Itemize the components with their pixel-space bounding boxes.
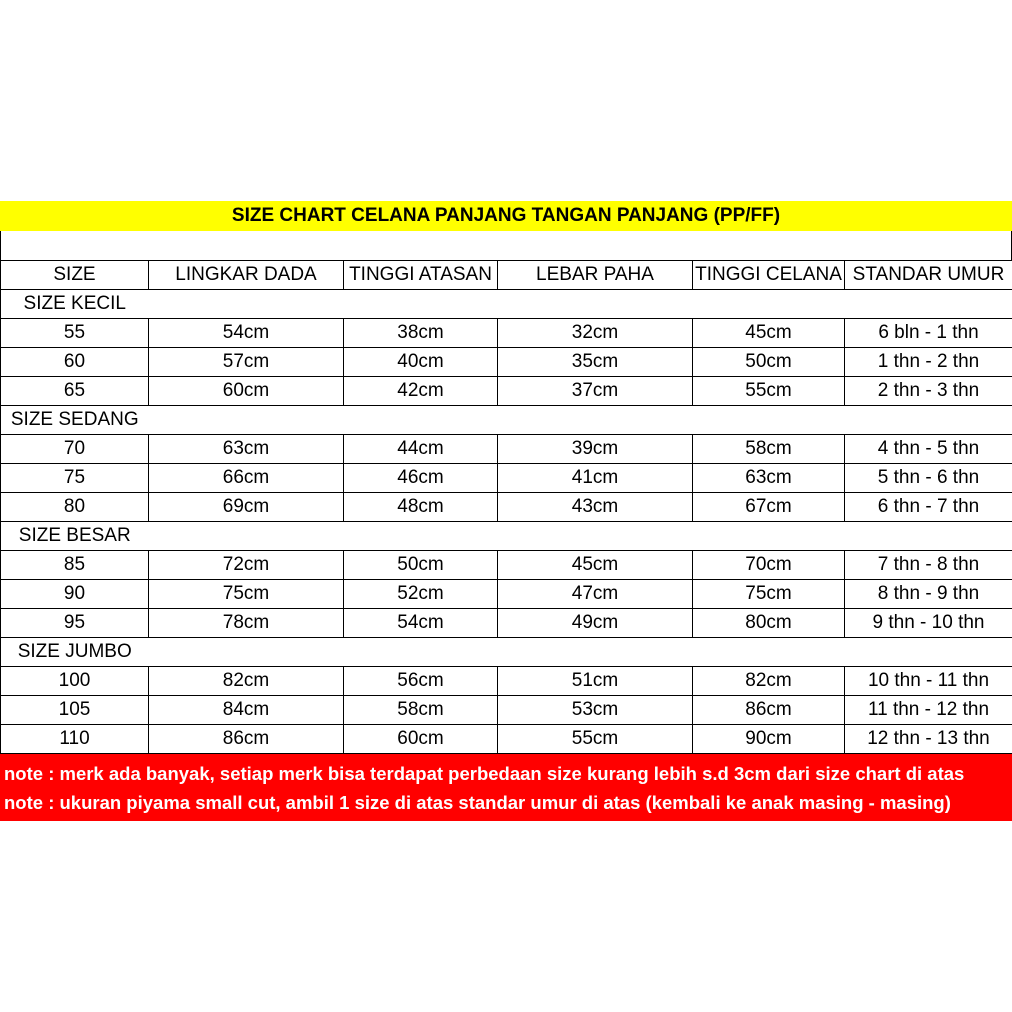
cell-tinggi-celana: 55cm xyxy=(693,377,845,406)
table-row xyxy=(1,551,1012,580)
cell-lebar-paha: 35cm xyxy=(498,348,693,377)
cell-tinggi-celana: 58cm xyxy=(693,435,845,464)
cell-lingkar-dada: 57cm xyxy=(149,348,344,377)
cell-standar-umur: 6 bln - 1 thn xyxy=(845,319,1012,348)
cell-standar-umur: 7 thn - 8 thn xyxy=(845,551,1012,580)
cell-lingkar-dada: 54cm xyxy=(149,319,344,348)
size-chart-sheet xyxy=(0,201,1012,821)
table-body xyxy=(1,290,1012,754)
cell-lingkar-dada: 82cm xyxy=(149,667,344,696)
chart-title: SIZE CHART CELANA PANJANG TANGAN PANJANG (PP/FF) xyxy=(0,201,1012,231)
cell-lebar-paha: 53cm xyxy=(498,696,693,725)
cell-lebar-paha: 55cm xyxy=(498,725,693,754)
table-row xyxy=(1,667,1012,696)
cell-standar-umur: 9 thn - 10 thn xyxy=(845,609,1012,638)
cell-tinggi-celana: 67cm xyxy=(693,493,845,522)
cell-standar-umur: 12 thn - 13 thn xyxy=(845,725,1012,754)
cell-tinggi-atasan: 50cm xyxy=(344,551,498,580)
cell-lebar-paha: 51cm xyxy=(498,667,693,696)
cell-tinggi-atasan: 48cm xyxy=(344,493,498,522)
cell-tinggi-celana: 45cm xyxy=(693,319,845,348)
cell-lingkar-dada: 66cm xyxy=(149,464,344,493)
table-row xyxy=(1,435,1012,464)
cell-tinggi-atasan: 54cm xyxy=(344,609,498,638)
cell-size: 100 xyxy=(1,667,149,696)
cell-standar-umur: 10 thn - 11 thn xyxy=(845,667,1012,696)
header-tinggi-atasan: TINGGI ATASAN xyxy=(344,261,498,290)
cell-size: 75 xyxy=(1,464,149,493)
cell-tinggi-atasan: 56cm xyxy=(344,667,498,696)
cell-lebar-paha: 47cm xyxy=(498,580,693,609)
table-row xyxy=(1,464,1012,493)
group-row xyxy=(1,638,1012,667)
group-label: SIZE BESAR xyxy=(1,522,149,551)
cell-size: 55 xyxy=(1,319,149,348)
group-label: SIZE KECIL xyxy=(1,290,149,319)
cell-tinggi-atasan: 44cm xyxy=(344,435,498,464)
cell-size: 105 xyxy=(1,696,149,725)
cell-tinggi-atasan: 60cm xyxy=(344,725,498,754)
note-line: note : merk ada banyak, setiap merk bisa terdapat perbedaan size kurang lebih s.d 3cm dari size chart di atas xyxy=(4,763,965,784)
cell-lebar-paha: 41cm xyxy=(498,464,693,493)
cell-standar-umur: 8 thn - 9 thn xyxy=(845,580,1012,609)
cell-size: 95 xyxy=(1,609,149,638)
group-row xyxy=(1,290,1012,319)
cell-standar-umur: 4 thn - 5 thn xyxy=(845,435,1012,464)
cell-lebar-paha: 37cm xyxy=(498,377,693,406)
cell-lebar-paha: 43cm xyxy=(498,493,693,522)
group-fill xyxy=(149,638,1012,667)
cell-tinggi-celana: 75cm xyxy=(693,580,845,609)
cell-standar-umur: 2 thn - 3 thn xyxy=(845,377,1012,406)
table-row xyxy=(1,493,1012,522)
cell-standar-umur: 5 thn - 6 thn xyxy=(845,464,1012,493)
cell-tinggi-celana: 50cm xyxy=(693,348,845,377)
cell-size: 65 xyxy=(1,377,149,406)
cell-standar-umur: 6 thn - 7 thn xyxy=(845,493,1012,522)
cell-lingkar-dada: 75cm xyxy=(149,580,344,609)
cell-lingkar-dada: 72cm xyxy=(149,551,344,580)
cell-standar-umur: 11 thn - 12 thn xyxy=(845,696,1012,725)
group-label: SIZE JUMBO xyxy=(1,638,149,667)
cell-tinggi-atasan: 42cm xyxy=(344,377,498,406)
cell-lingkar-dada: 78cm xyxy=(149,609,344,638)
cell-size: 90 xyxy=(1,580,149,609)
table-row xyxy=(1,696,1012,725)
table-row xyxy=(1,348,1012,377)
cell-tinggi-celana: 90cm xyxy=(693,725,845,754)
blank-row xyxy=(0,231,1012,260)
cell-tinggi-atasan: 38cm xyxy=(344,319,498,348)
group-fill xyxy=(149,290,1012,319)
note-line: note : ukuran piyama small cut, ambil 1 size di atas standar umur di atas (kembali ke anak masing - masing) xyxy=(4,792,951,813)
group-label: SIZE SEDANG xyxy=(1,406,149,435)
cell-standar-umur: 1 thn - 2 thn xyxy=(845,348,1012,377)
group-fill xyxy=(149,522,1012,551)
notes-box xyxy=(0,754,1012,821)
table-row xyxy=(1,319,1012,348)
header-tinggi-celana: TINGGI CELANA xyxy=(693,261,845,290)
cell-tinggi-celana: 86cm xyxy=(693,696,845,725)
cell-lebar-paha: 45cm xyxy=(498,551,693,580)
cell-lingkar-dada: 86cm xyxy=(149,725,344,754)
size-table xyxy=(0,260,1012,754)
cell-lebar-paha: 39cm xyxy=(498,435,693,464)
cell-lebar-paha: 49cm xyxy=(498,609,693,638)
cell-size: 60 xyxy=(1,348,149,377)
cell-size: 85 xyxy=(1,551,149,580)
header-row xyxy=(1,261,1012,290)
header-lingkar-dada: LINGKAR DADA xyxy=(149,261,344,290)
cell-tinggi-celana: 82cm xyxy=(693,667,845,696)
cell-tinggi-atasan: 58cm xyxy=(344,696,498,725)
cell-lebar-paha: 32cm xyxy=(498,319,693,348)
group-fill xyxy=(149,406,1012,435)
cell-tinggi-atasan: 40cm xyxy=(344,348,498,377)
table-row xyxy=(1,725,1012,754)
cell-tinggi-atasan: 46cm xyxy=(344,464,498,493)
group-row xyxy=(1,406,1012,435)
cell-lingkar-dada: 60cm xyxy=(149,377,344,406)
cell-lingkar-dada: 69cm xyxy=(149,493,344,522)
header-lebar-paha: LEBAR PAHA xyxy=(498,261,693,290)
table-row xyxy=(1,580,1012,609)
cell-lingkar-dada: 63cm xyxy=(149,435,344,464)
cell-tinggi-celana: 70cm xyxy=(693,551,845,580)
cell-tinggi-celana: 80cm xyxy=(693,609,845,638)
group-row xyxy=(1,522,1012,551)
cell-tinggi-atasan: 52cm xyxy=(344,580,498,609)
table-row xyxy=(1,377,1012,406)
header-standar-umur: STANDAR UMUR xyxy=(845,261,1012,290)
header-size: SIZE xyxy=(1,261,149,290)
cell-size: 110 xyxy=(1,725,149,754)
cell-lingkar-dada: 84cm xyxy=(149,696,344,725)
cell-size: 80 xyxy=(1,493,149,522)
table-row xyxy=(1,609,1012,638)
cell-tinggi-celana: 63cm xyxy=(693,464,845,493)
cell-size: 70 xyxy=(1,435,149,464)
